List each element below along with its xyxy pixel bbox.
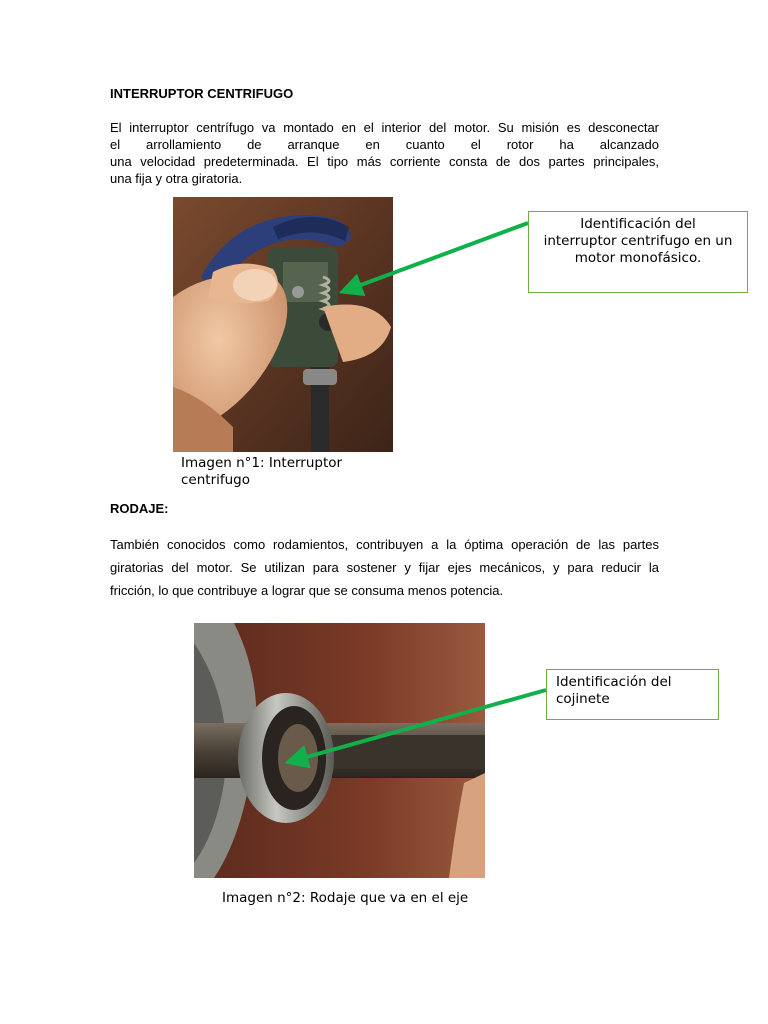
paragraph-line: fricción, lo que contribuye a lograr que se consuma menos potencia. [110,583,504,598]
callout-text: Identificación del interruptor centrifugo en un motor monofásico. [543,216,733,266]
paragraph-rodaje [110,533,659,602]
section-heading-interruptor: INTERRUPTOR CENTRIFUGO [110,86,294,101]
photo-centrifugal-switch [173,197,393,452]
paragraph-line: giratorias del motor. Se utilizan para sostener y fijar ejes mecánicos, y para reducir la [110,560,659,575]
paragraph-interruptor [110,119,659,187]
callout-text: Identificación del cojinete [556,674,672,707]
section-heading-rodaje: RODAJE: [110,501,169,516]
caption-imagen-1: Imagen n°1: Interruptor centrifugo [181,455,343,488]
paragraph-line: una velocidad predeterminada. El tipo más corriente consta de dos partes principales, [110,154,659,169]
callout-interruptor [528,211,748,293]
caption-imagen-2: Imagen n°2: Rodaje que va en el eje [222,890,469,906]
paragraph-line: También conocidos como rodamientos, contribuyen a la óptima operación de las partes [110,537,659,552]
photo-bearing [194,623,485,878]
paragraph-line: una fija y otra giratoria. [110,171,243,186]
paragraph-line: El interruptor centrífugo va montado en el interior del motor. Su misión es desconectar [110,120,659,135]
callout-cojinete [546,669,719,720]
paragraph-line: el arrollamiento de arranque en cuanto el rotor ha alcanzado [110,137,659,152]
